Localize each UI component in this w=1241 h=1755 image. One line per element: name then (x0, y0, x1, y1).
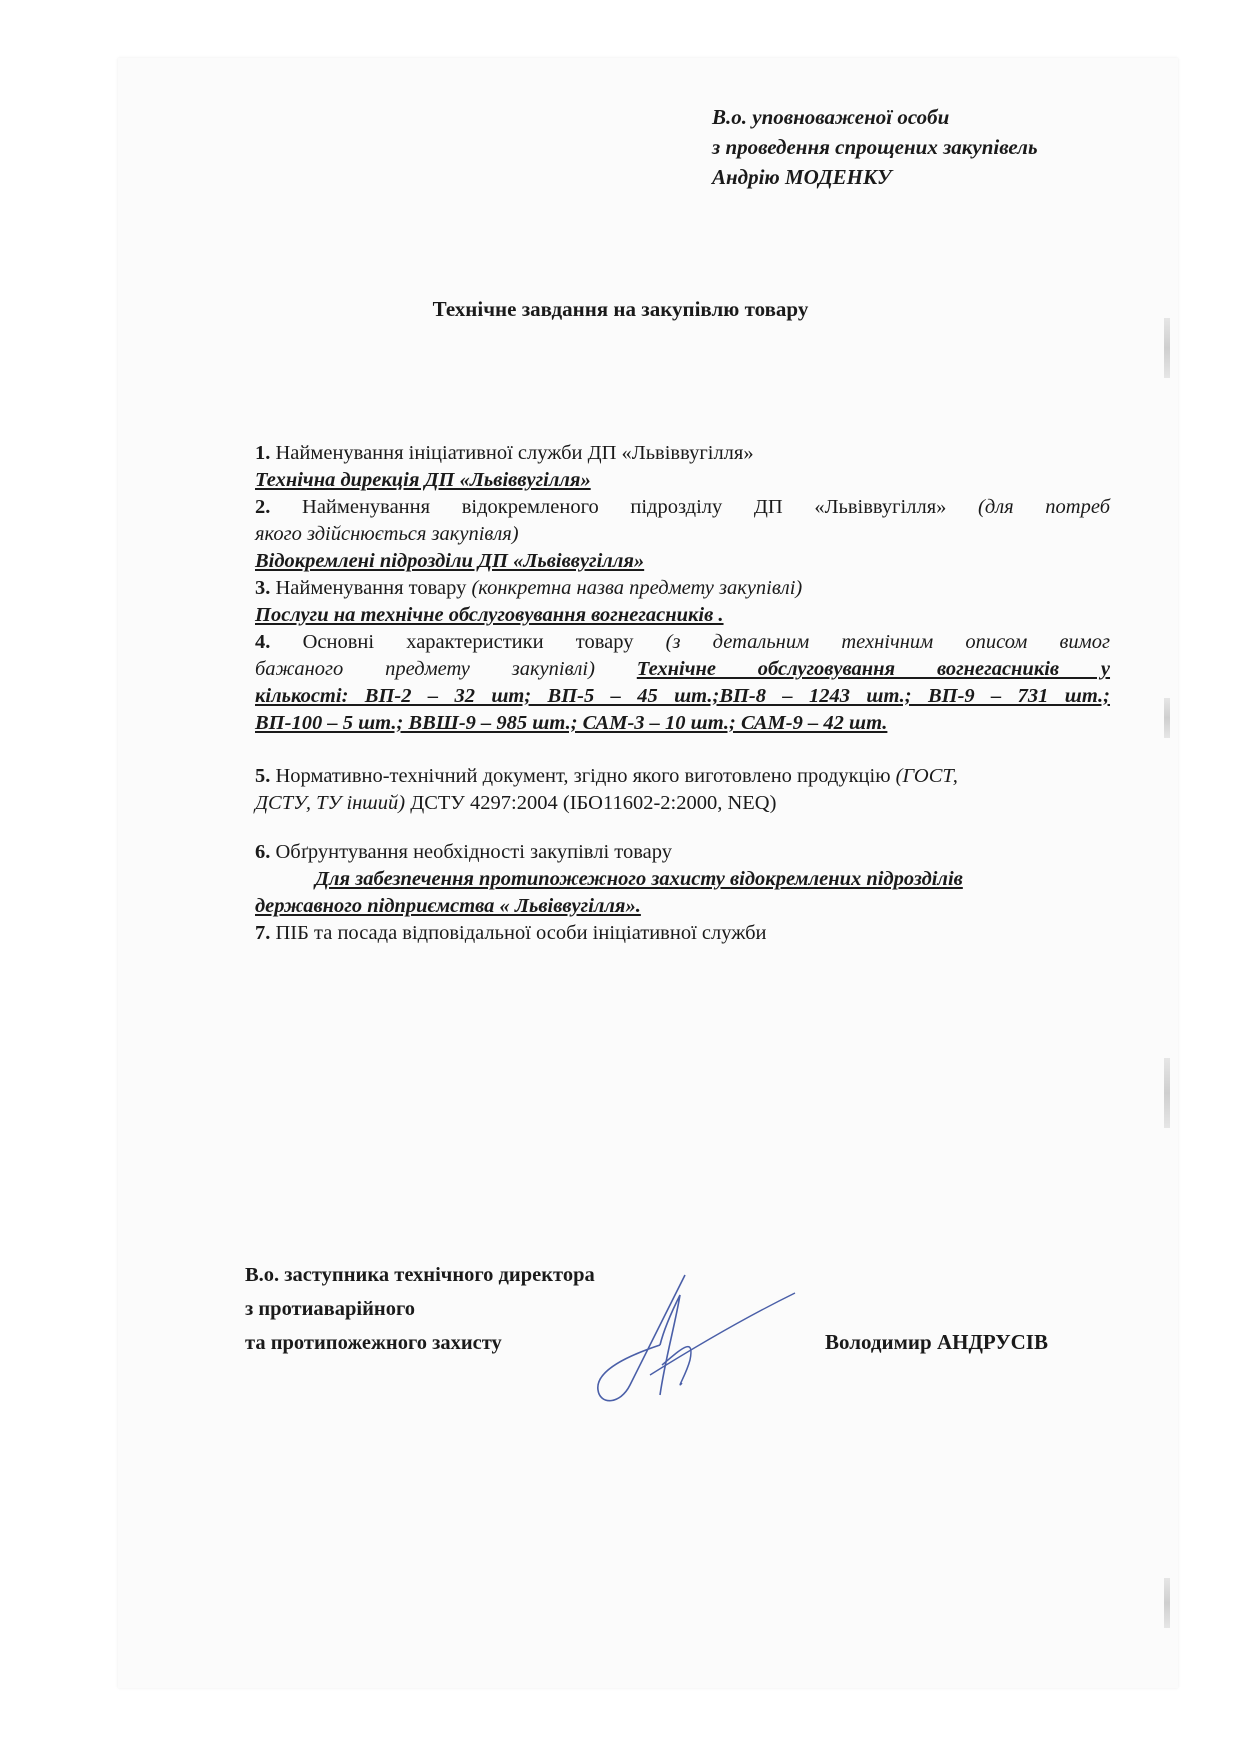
signatory-line: з протиаварійного (245, 1298, 416, 1320)
item-note: якого здійснюється закупівля) (255, 523, 519, 545)
item-label: ПІБ та посада відповідальної особи ініціативної служби (270, 922, 767, 944)
item-note: (для потреб (946, 496, 1111, 518)
item-2-note (255, 521, 1110, 548)
addressee-name: Андрію МОДЕНКУ (712, 165, 892, 189)
item-number: 1. (255, 442, 271, 464)
item-1-value (255, 467, 1110, 494)
item-note: (ГОСТ, (895, 765, 958, 787)
item-number: 3. (255, 577, 271, 599)
spacer (255, 817, 1110, 839)
addressee-line: В.о. уповноваженої особи (712, 105, 950, 129)
item-5-line2 (255, 790, 1110, 817)
item-value: кількості: ВП-2 – 32 шт; ВП-5 – 45 шт.;ВП-8 – 1243 шт.; ВП-9 – 731 шт.; (255, 685, 1110, 707)
item-value: ВП-100 – 5 шт.; ВВШ-9 – 985 шт.; САМ-3 – 10 шт.; САМ-9 – 42 шт. (255, 712, 888, 734)
item-label: Найменування ініціативної служби ДП «Львіввугілля» (270, 442, 754, 464)
item-label: Найменування відокремленого підрозділу ДП «Львіввугілля» (270, 496, 947, 518)
scan-artifact (1164, 1578, 1170, 1628)
document-title: Технічне завдання на закупівлю товару (432, 297, 809, 321)
item-value: Технічне обслуговування вогнегасників у (636, 658, 1111, 680)
item-value: Послуги на технічне обслуговування вогнегасників . (255, 604, 724, 626)
scan-artifact (1164, 1058, 1170, 1128)
addressee-block (712, 102, 1038, 192)
item-4 (255, 629, 1110, 656)
item-3 (255, 575, 1110, 602)
item-note: (конкретна назва предмету закупівлі) (471, 577, 803, 599)
item-4-line3 (255, 683, 1110, 710)
item-value: ДСТУ 4297:2004 (ІБО11602-2:2000, NEQ) (405, 792, 777, 814)
item-2 (255, 494, 1110, 521)
item-label: Основні характеристики товару (270, 631, 666, 653)
item-5 (255, 763, 1110, 790)
signatory-name: Володимир АНДРУСІВ (825, 1330, 1048, 1354)
spacer (255, 737, 1110, 763)
signatory-line: В.о. заступника технічного директора (245, 1264, 595, 1286)
item-number: 6. (255, 841, 271, 863)
item-value: Відокремлені підрозділи ДП «Львіввугілля» (255, 550, 645, 572)
item-number: 4. (255, 631, 271, 653)
item-number: 7. (255, 922, 271, 944)
item-value: Технічна дирекція ДП «Львіввугілля» (255, 469, 591, 491)
item-label: Обґрунтування необхідності закупівлі товару (270, 841, 672, 863)
scan-artifact (1164, 318, 1170, 378)
handwritten-signature (590, 1265, 800, 1415)
item-6-value-2 (255, 893, 1110, 920)
item-6 (255, 839, 1110, 866)
item-value: державного підприємства « Львіввугілля». (255, 895, 641, 917)
document-body (255, 440, 1110, 947)
signatory-title (245, 1258, 595, 1360)
item-note: ДСТУ, ТУ інший) (255, 792, 406, 814)
item-label: Найменування товару (270, 577, 472, 599)
item-7 (255, 920, 1110, 947)
item-4-line2 (255, 656, 1110, 683)
item-number: 5. (255, 765, 271, 787)
addressee-line: з проведення спрощених закупівель (712, 135, 1038, 159)
item-4-line4 (255, 710, 1110, 737)
item-note: бажаного предмету закупівлі) (255, 658, 637, 680)
signatory-line: та протипожежного захисту (245, 1332, 502, 1354)
item-6-value (255, 866, 1110, 893)
item-number: 2. (255, 496, 271, 518)
item-3-value (255, 602, 1110, 629)
item-value: Для забезпечення протипожежного захисту відокремлених підрозділів (315, 868, 963, 890)
item-label: Нормативно-технічний документ, згідно якого виготовлено продукцію (270, 765, 896, 787)
item-1 (255, 440, 1110, 467)
item-note: (з детальним технічним описом вимог (665, 631, 1110, 653)
scan-artifact (1164, 698, 1170, 738)
item-2-value (255, 548, 1110, 575)
